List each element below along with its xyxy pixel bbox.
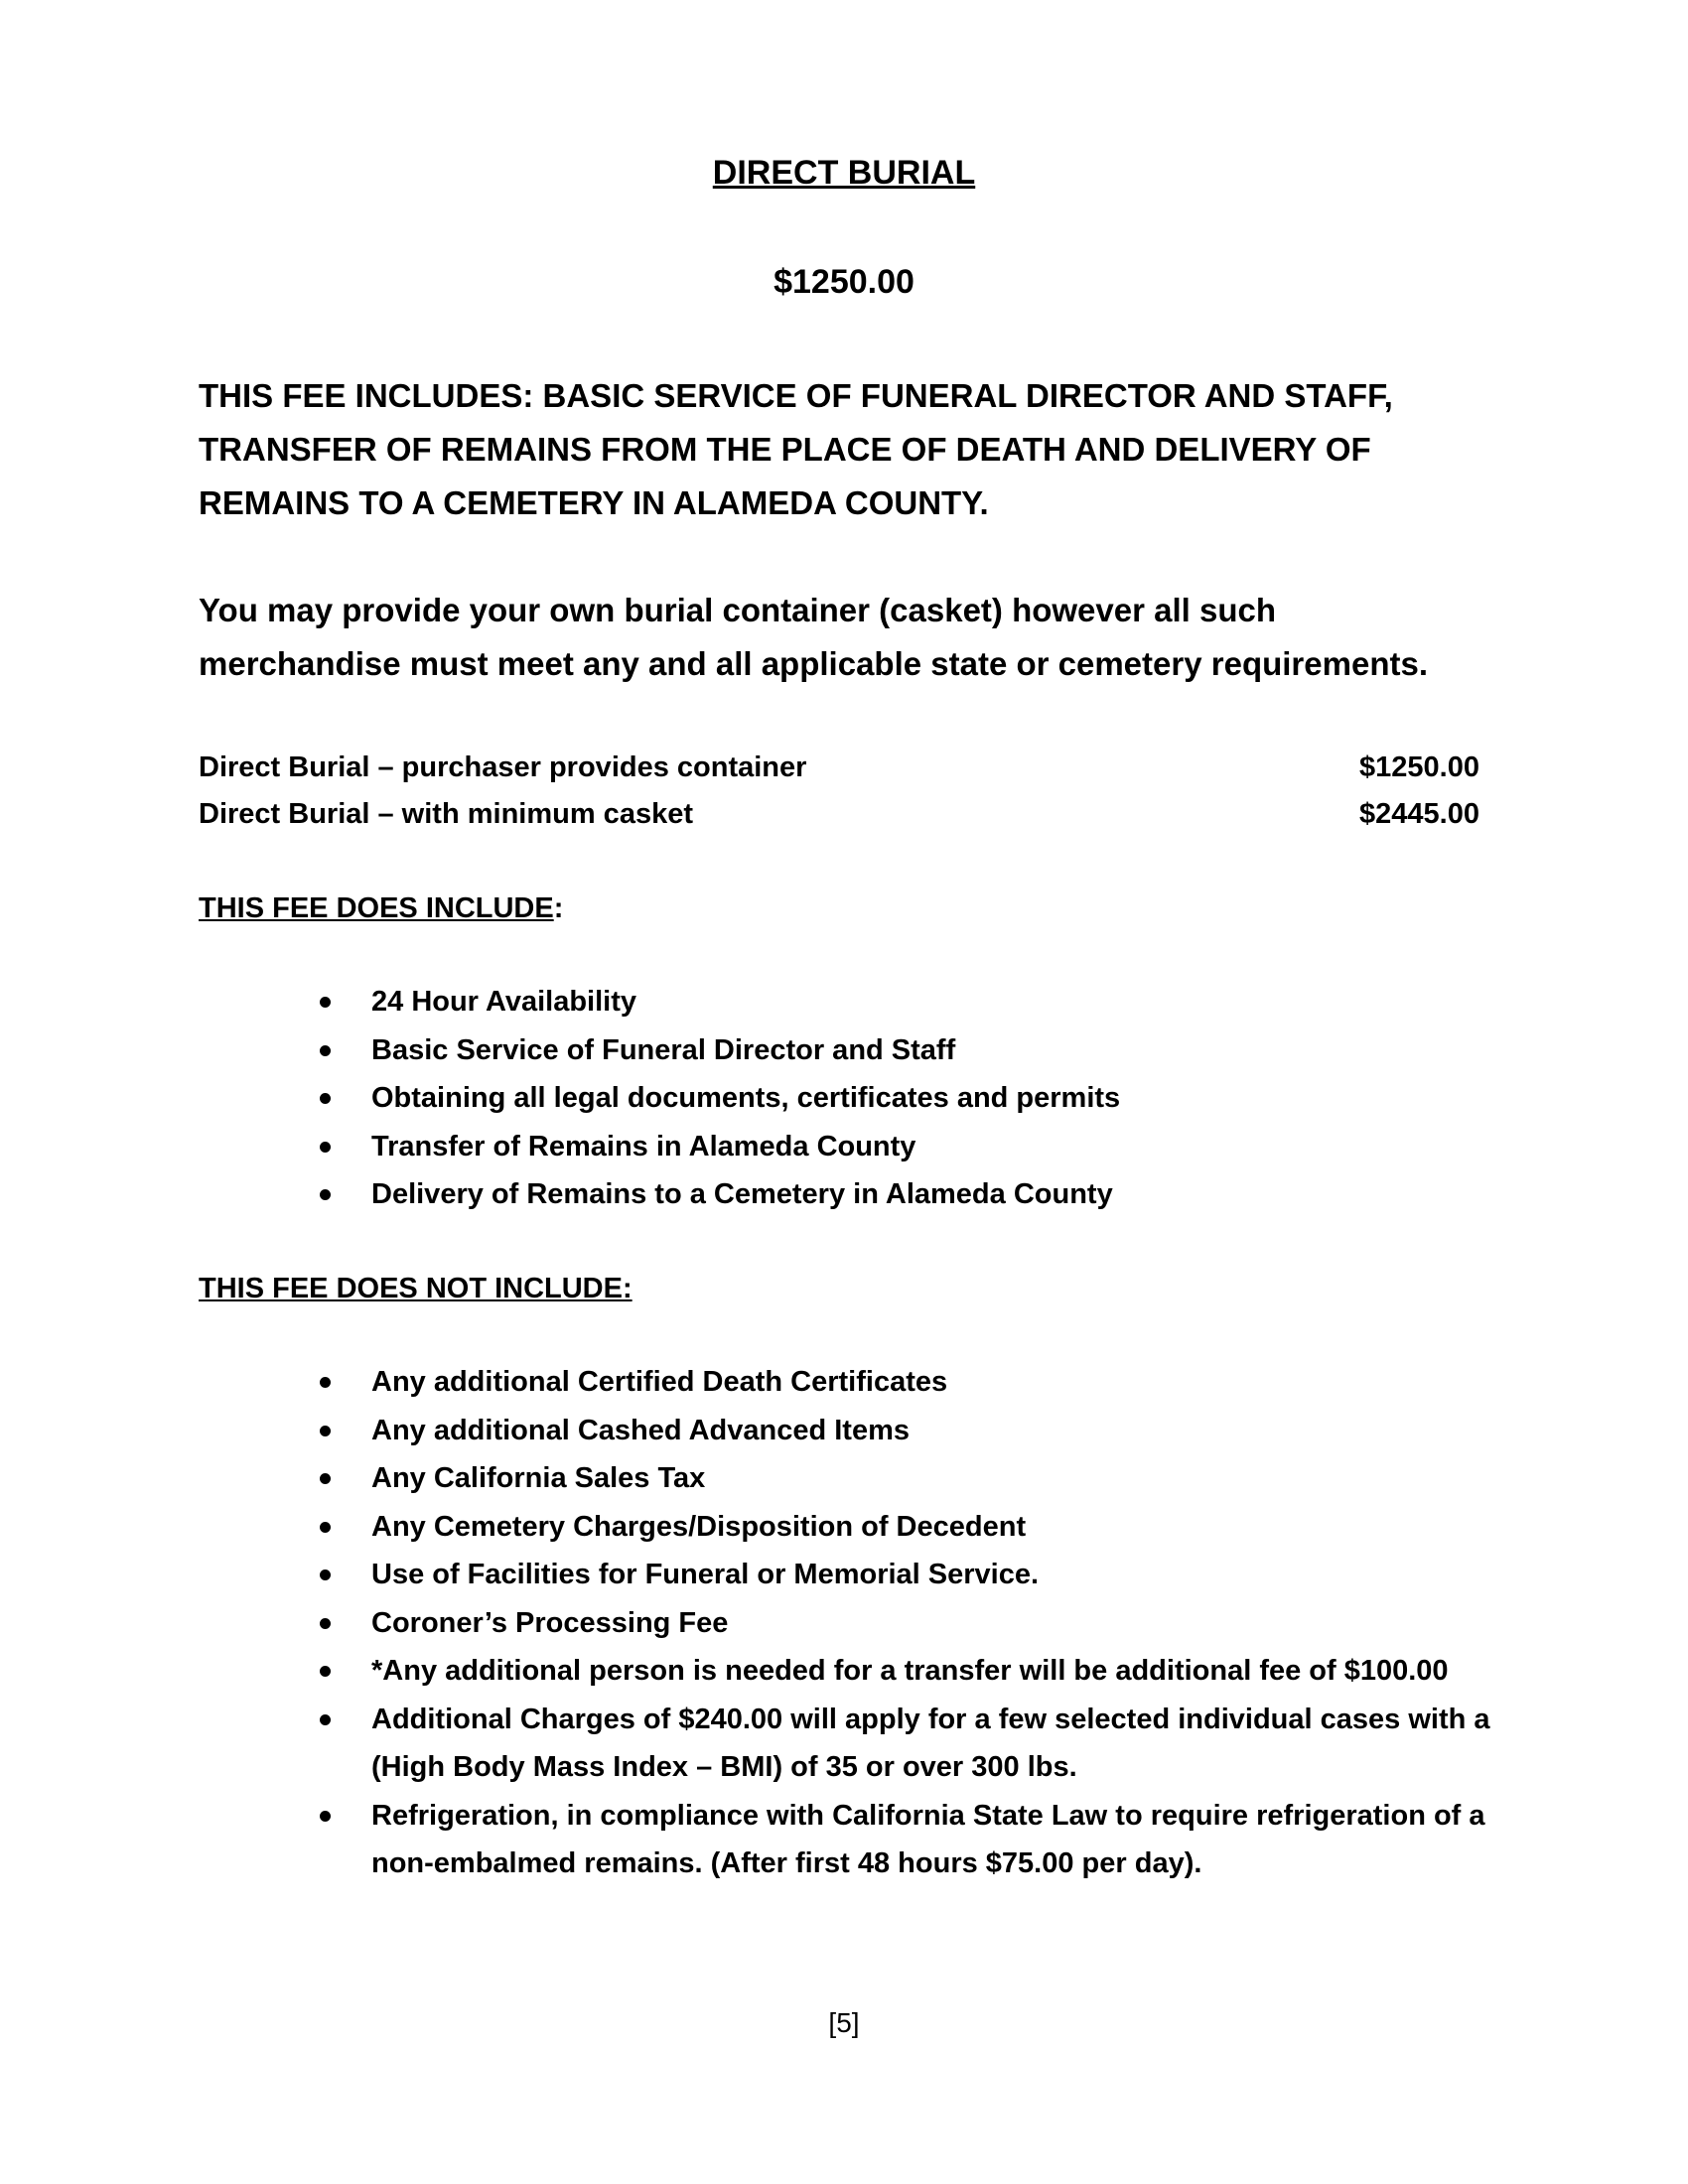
- list-item: [318, 1454, 1509, 1503]
- list-item-text: Delivery of Remains to a Cemetery in Alameda County: [371, 1178, 1113, 1210]
- page-number: [5]: [828, 2007, 860, 2038]
- list-item: [318, 1503, 1509, 1552]
- bullet-icon: [320, 1811, 331, 1822]
- bullet-icon: [320, 1473, 331, 1484]
- list-item-text: Any Cemetery Charges/Disposition of Decedent: [371, 1510, 1027, 1543]
- list-item: [318, 1123, 1509, 1171]
- bullet-icon: [320, 1522, 331, 1533]
- includes-line: THIS FEE INCLUDES: BASIC SERVICE OF FUNERAL DIRECTOR AND STAFF,: [199, 377, 1393, 414]
- container-note-line: You may provide your own burial container (casket) however all such: [199, 592, 1277, 628]
- does-include-list: [318, 978, 1509, 1219]
- price-row-amount: $2445.00: [1359, 798, 1479, 830]
- list-item: [318, 1074, 1509, 1123]
- list-item-text: Any additional Cashed Advanced Items: [371, 1414, 910, 1446]
- list-item: [318, 1551, 1509, 1599]
- includes-line: REMAINS TO A CEMETERY IN ALAMEDA COUNTY.: [199, 484, 989, 521]
- does-include-heading-colon: :: [553, 892, 564, 924]
- list-item-text: Refrigeration, in compliance with California State Law to require refrigeration of a non-embalmed remains. (After first 48 hours $75.00 per day).: [371, 1799, 1485, 1879]
- does-include-heading: [199, 886, 563, 931]
- price-row: [199, 745, 1479, 790]
- bullet-icon: [320, 1570, 331, 1580]
- bullet-icon: [320, 1426, 331, 1436]
- headline-price: $1250.00: [774, 263, 914, 301]
- list-item: [318, 1358, 1509, 1407]
- does-not-include-heading: [199, 1266, 633, 1311]
- bullet-icon: [320, 1714, 331, 1725]
- price-row: [199, 791, 1479, 837]
- list-item-text: 24 Hour Availability: [371, 986, 636, 1018]
- page-title: [0, 154, 1688, 193]
- page-title-text: DIRECT BURIAL: [712, 154, 976, 192]
- bullet-icon: [320, 1045, 331, 1056]
- list-item-text: Obtaining all legal documents, certificates and permits: [371, 1082, 1121, 1114]
- bullet-icon: [320, 1666, 331, 1677]
- list-item: [318, 1647, 1509, 1696]
- price-row-amount: $1250.00: [1359, 751, 1479, 783]
- list-item-text: Any California Sales Tax: [371, 1462, 706, 1494]
- price-row-label: Direct Burial – purchaser provides container: [199, 751, 807, 783]
- list-item-text: Coroner’s Processing Fee: [371, 1606, 729, 1639]
- includes-paragraph: [199, 369, 1489, 530]
- bullet-icon: [320, 1189, 331, 1200]
- list-item: [318, 1792, 1509, 1888]
- bullet-icon: [320, 1377, 331, 1388]
- list-item-text: Additional Charges of $240.00 will apply for a few selected individual cases with a (High Body Mass Index – BMI) of 35 or over 300 lbs.: [371, 1703, 1490, 1783]
- list-item-text: Use of Facilities for Funeral or Memorial Service.: [371, 1559, 1040, 1590]
- bullet-icon: [320, 997, 331, 1008]
- list-item: [318, 1026, 1509, 1075]
- list-item-text: Transfer of Remains in Alameda County: [371, 1130, 916, 1162]
- list-item: [318, 978, 1509, 1026]
- bullet-icon: [320, 1618, 331, 1629]
- list-item: [318, 1696, 1509, 1792]
- list-item: [318, 1599, 1509, 1648]
- bullet-icon: [320, 1142, 331, 1153]
- list-item-text: *Any additional person is needed for a transfer will be additional fee of $100.00: [371, 1655, 1449, 1687]
- includes-line: TRANSFER OF REMAINS FROM THE PLACE OF DEATH AND DELIVERY OF: [199, 431, 1371, 468]
- container-note-line: merchandise must meet any and all applicable state or cemetery requirements.: [199, 645, 1428, 682]
- list-item-text: Any additional Certified Death Certificates: [371, 1366, 948, 1398]
- does-not-include-heading-text: THIS FEE DOES NOT INCLUDE:: [199, 1273, 633, 1304]
- list-item-text: Basic Service of Funeral Director and Staff: [371, 1033, 956, 1066]
- price-row-label: Direct Burial – with minimum casket: [199, 798, 693, 830]
- list-item: [318, 1170, 1509, 1219]
- does-include-heading-text: THIS FEE DOES INCLUDE: [199, 892, 554, 924]
- list-item: [318, 1407, 1509, 1455]
- container-note-paragraph: [199, 584, 1509, 691]
- bullet-icon: [320, 1093, 331, 1104]
- does-not-include-list: [318, 1358, 1509, 1888]
